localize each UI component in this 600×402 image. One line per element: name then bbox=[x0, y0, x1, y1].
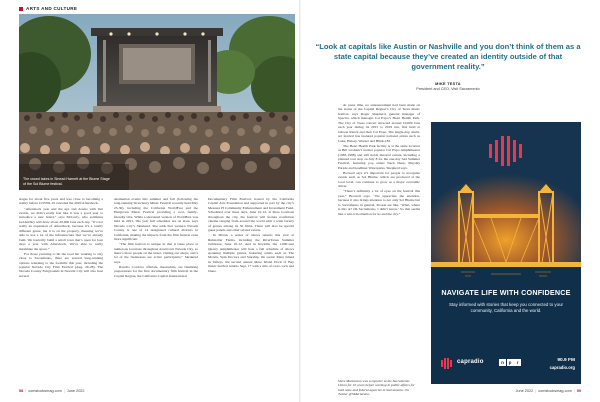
paragraph: Documentary Film Festival, hosted by the California Capital Arts Foundation and supported in part by the city’s Measure H Community Enhancement and Investment Fund. Scheduled over three days, June 10-12, at three locations throughout the city, the festival will feature nonfiction cinema ranging from around the world with a wide variety of genres among its 50 films. There will also be special guest panels and other related events. bbox=[208, 197, 294, 233]
paragraph: At press time, no announcement had been made on the status of the Capital Region’s City of Trees music festival, says Roger Shepherd, general manager of Spectra, which manages Cal Expo’s Heart Health Park. The City of Trees concert attracted around 10,000 fans each year during its 2015 to 2019 run, first held at Gibson Ranch and then Cal Expo. The single-day, multi-act festival has featured popular national artists such as Cake, Halsey, Weezer and Blink-182. bbox=[338, 103, 420, 143]
paragraph: “Aftershock year and the ups and downs with live events, we didn’t really feel like it was a good year to introduce a new brand,” says McCarty, who estimates GoldenSky will draw about 20,000 fans each day. “It’s not really an expansion of Aftershock; because it’s a totally different genre, but it is on the property, meaning we’re able to use a lot of the infrastructure that we’ve already built. We basically build a small town that’s open for four days a year with Aftershock. We’re able to really maximize the space.” bbox=[19, 206, 103, 251]
paragraph: “The film festival is unique in that it takes place at numerous locations throughout downtown Nevada City, so there’s more people on the street, visiting our shops, and a lot of the businesses are active participants,” Skrukrud says. bbox=[114, 242, 198, 264]
paragraph: Rancho Cordova officials, meanwhile, are finalizing preparations for the first documentary film festival in the Capital Region, the California Capital International bbox=[114, 264, 198, 278]
ad-frequency: 90.9 FM bbox=[557, 358, 575, 363]
footer-left: 58 | comstocksmag.com | June 2022 bbox=[19, 389, 85, 393]
article-column-2 bbox=[114, 197, 198, 279]
footer-date-right: June 2022 bbox=[515, 389, 534, 393]
ad-headline: NAVIGATE LIFE WITH CONFIDENCE bbox=[441, 288, 571, 297]
npr-letter: r bbox=[514, 359, 521, 366]
capradio-advertisement[interactable] bbox=[431, 122, 581, 384]
page-number-right: 59 bbox=[576, 389, 581, 393]
paragraph: In Dixon, a series of shows returns this year at Ruhstaller Farms, including the RiverTaxes Summer Jamboree, June 10-12. And in Rocklin, the 1,000-seat Quarry Amphitheater will host a full schedule of shows spanning multiple genres, featuring artists such as The Motels, Spin Doctors and Starship. On scenic Mare Island in Vallejo, the second annual Mare Island Dock of Bay music festival returns Sept. 17 with a mix of roots, rock and blues. bbox=[208, 233, 294, 273]
photo-caption: The crowd takes in Sinead Harnett at the Blume Stage of the Sol Blume festival. bbox=[23, 177, 110, 186]
author-bio: Steve Martarano was a reporter at the Sacramento Union for 10 years before working in public affairs for both state and federal agencies in Sacramento. On Twitter @SMartarano. bbox=[338, 379, 415, 396]
page-number-left: 58 bbox=[19, 389, 24, 393]
paragraph: “There’s definitely a lot of eyes on the festival this year,” Boswell says. “We appreciate the attention, because it also brings attention to not only Sol Blume but to Sacramento in general. People are like, ‘What, where is this at? Oh Sacramento, I didn’t know.’ So that seems like a win-win situation for us and the city.” bbox=[338, 189, 420, 216]
npr-letter: n bbox=[499, 359, 506, 366]
footer-right: June 2022 | comstocksmag.com | 59 bbox=[515, 389, 581, 393]
quote-author-role: President and CEO, Visit Sacramento bbox=[416, 87, 480, 91]
paragraph: The Heart Health Park facility is at the same location as Bill Graham’s former popular Cal Expo Amphitheater (1983-1998) and still holds musical events, including a planned tour stop on July 8 for the one-day Sad Summer Festival, featuring pop artists Neck Deep, Mayday Parade and headliner Waterparks, Shepherd says. bbox=[338, 143, 420, 170]
festival-photo bbox=[19, 14, 295, 190]
quote-author-name: MIKE TESTA bbox=[435, 82, 461, 86]
tower-bridge-icon bbox=[431, 122, 581, 384]
festival-crowd-image bbox=[19, 14, 295, 190]
section-header bbox=[19, 6, 77, 11]
paragraph: stages for about five years and was close to becoming a reality before COVID-19 canceled the 2020 Aftershock. bbox=[19, 197, 103, 206]
section-marker-icon bbox=[19, 7, 23, 11]
footer-site-left[interactable]: comstocksmag.com bbox=[28, 389, 62, 393]
paragraph: For those yearning to hit the road but wanting to stay close to Sacramento, there are several long-running options returning to the foothills this year, including the popular Nevada City Film Festival (Aug. 26-28). The Nevada County Fairgrounds in Nevada City will also host several bbox=[19, 251, 103, 278]
paragraph: destination events this summer and fall (following the long-running Strawberry Music Festival recently held May 25-30), including the California WorldFest and the Hangtown Music Festival providing a cool, family-friendly vibe. While a shortened version of WorldFest was held in 2021, this year full schedules are on slate, says Nevada City’s Skrukrud. She adds that western Nevada County is one of 14 designated cultural districts in California, making the impacts from the film festival even more significant. bbox=[114, 197, 198, 242]
footer-site-right[interactable]: comstocksmag.com bbox=[538, 389, 572, 393]
ad-website-link[interactable]: capradio.org bbox=[549, 365, 575, 370]
pull-quote-attribution bbox=[313, 82, 583, 91]
article-column-4 bbox=[338, 103, 420, 217]
article-column-3 bbox=[208, 197, 294, 274]
npr-logo bbox=[499, 359, 522, 366]
npr-letter: p bbox=[507, 359, 514, 366]
footer-date-left: June 2022 bbox=[66, 389, 85, 393]
section-title: ARTS AND CULTURE bbox=[26, 6, 78, 11]
page-gutter bbox=[299, 0, 301, 402]
article-column-1 bbox=[19, 197, 103, 279]
ad-brand-name[interactable]: capradio bbox=[457, 359, 484, 365]
pull-quote: “Look at capitals like Austin or Nashville and you don’t think of them as a state capital because they’ve created an identity outside of that government reality.” bbox=[315, 42, 581, 71]
ad-subtext: Stay informed with stories that keep you connected to your community, California and the world. bbox=[449, 302, 563, 313]
paragraph: Boswell says it’s important for people to recognize events such as Sol Blume, which are produced at the local level, can continue to grow as a major economic driver. bbox=[338, 170, 420, 189]
